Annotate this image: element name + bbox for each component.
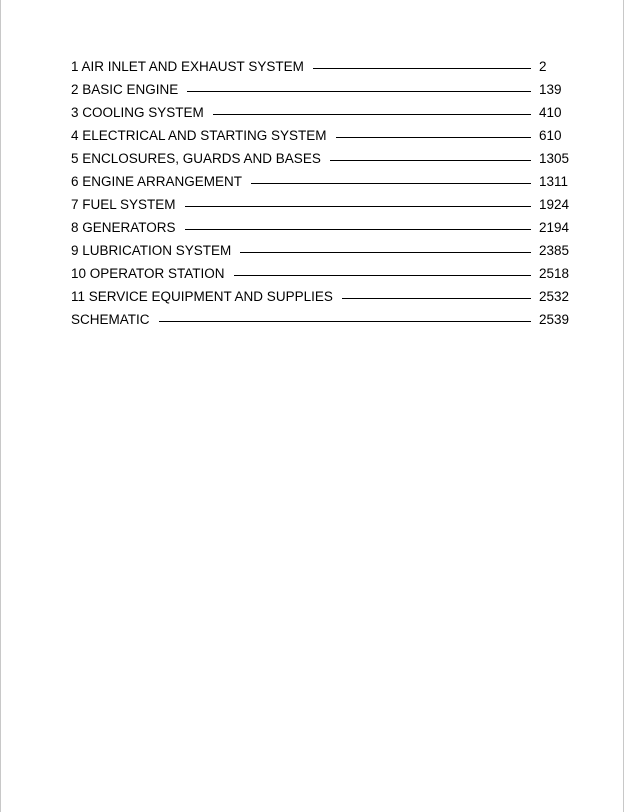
toc-leader-line: [213, 114, 531, 115]
toc-entry-page-number: 410: [539, 105, 562, 120]
toc-entry-page-number: 610: [539, 128, 562, 143]
toc-entry[interactable]: [71, 147, 571, 170]
toc-leader-line: [336, 137, 531, 138]
toc-entry-page-number: 1305: [539, 151, 570, 166]
toc-entry-page-number: 2194: [539, 220, 570, 235]
toc-entry[interactable]: [71, 308, 571, 331]
toc-entry-page-number: 2385: [539, 243, 570, 258]
toc-entry[interactable]: [71, 262, 571, 285]
toc-entry-title: SCHEMATIC: [71, 312, 150, 327]
toc-entry-page-number: 1311: [539, 174, 569, 189]
toc-leader-line: [342, 298, 531, 299]
toc-entry[interactable]: [71, 124, 571, 147]
toc-leader-line: [234, 275, 531, 276]
toc-entry-title: 4 ELECTRICAL AND STARTING SYSTEM: [71, 128, 327, 143]
toc-leader-line: [251, 183, 531, 184]
toc-entry-title: 2 BASIC ENGINE: [71, 82, 179, 97]
toc-entry-title: 1 AIR INLET AND EXHAUST SYSTEM: [71, 59, 304, 74]
toc-entry-title: 10 OPERATOR STATION: [71, 266, 225, 281]
toc-leader-line: [313, 68, 531, 69]
table-of-contents: [71, 55, 571, 331]
toc-entry[interactable]: [71, 55, 571, 78]
toc-leader-line: [185, 206, 531, 207]
toc-entry-title: 6 ENGINE ARRANGEMENT: [71, 174, 243, 189]
toc-entry[interactable]: [71, 170, 571, 193]
toc-entry[interactable]: [71, 193, 571, 216]
toc-entry-page-number: 1924: [539, 197, 570, 212]
toc-entry-title: 11 SERVICE EQUIPMENT AND SUPPLIES: [71, 289, 333, 304]
toc-leader-line: [159, 321, 531, 322]
toc-entry[interactable]: [71, 239, 571, 262]
toc-entry-title: 3 COOLING SYSTEM: [71, 105, 204, 120]
toc-entry[interactable]: [71, 101, 571, 124]
toc-leader-line: [185, 229, 531, 230]
toc-entry-title: 7 FUEL SYSTEM: [71, 197, 176, 212]
toc-entry-title: 8 GENERATORS: [71, 220, 176, 235]
toc-entry-page-number: 2: [539, 59, 547, 74]
toc-entry-page-number: 2539: [539, 312, 570, 327]
toc-entry-page-number: 2532: [539, 289, 570, 304]
toc-entry-title: 9 LUBRICATION SYSTEM: [71, 243, 232, 258]
toc-entry[interactable]: [71, 285, 571, 308]
toc-entry-page-number: 2518: [539, 266, 570, 281]
toc-entry-page-number: 139: [539, 82, 562, 97]
toc-entry[interactable]: [71, 216, 571, 239]
toc-entry[interactable]: [71, 78, 571, 101]
toc-entry-title: 5 ENCLOSURES, GUARDS AND BASES: [71, 151, 321, 166]
toc-leader-line: [330, 160, 531, 161]
toc-leader-line: [240, 252, 531, 253]
toc-leader-line: [187, 91, 531, 92]
